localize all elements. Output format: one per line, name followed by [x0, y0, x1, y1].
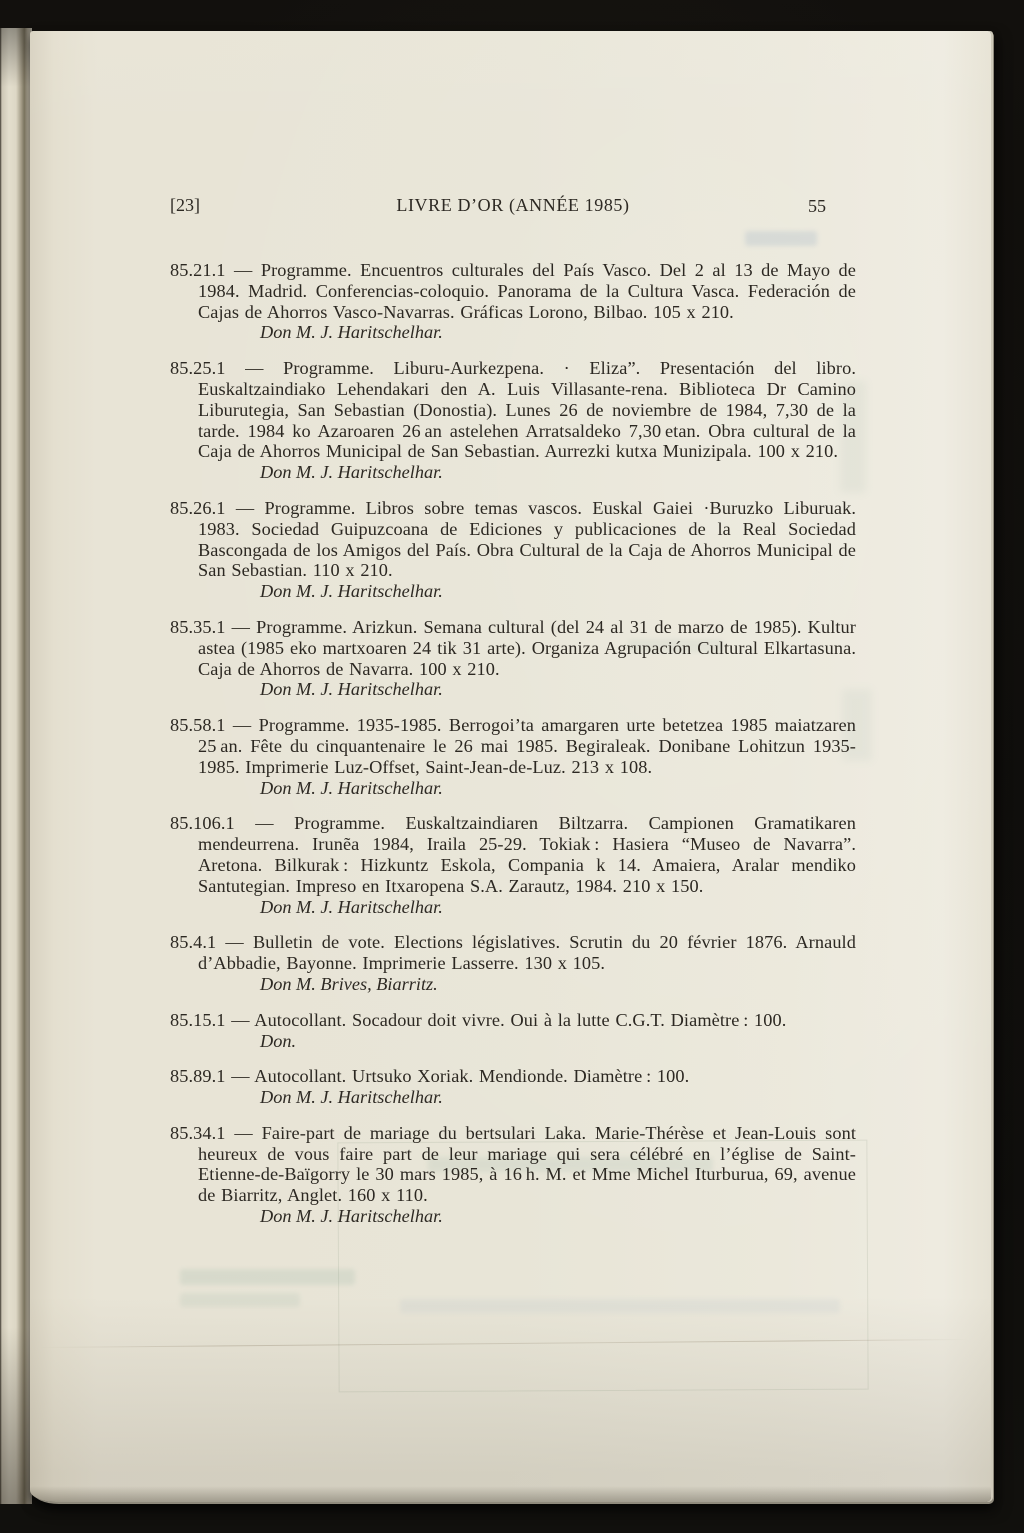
entry-text: [170, 1123, 856, 1206]
entry-number: 85.35.1: [170, 616, 226, 637]
entry-text: [170, 932, 856, 974]
entry-description: Bulletin de vote. Elections législatives. Scrutin du 20 février 1876. Arnauld d’Abbadie, Bayonne. Imprimerie Lasserre. 130 x 105.: [198, 932, 856, 974]
entry-description: Autocollant. Urtsuko Xoriak. Mendionde. Diamètre : 100.: [254, 1066, 690, 1087]
entry-dash: —: [225, 358, 284, 379]
entry-number: 85.15.1: [170, 1009, 226, 1030]
entry-dash: —: [225, 260, 261, 280]
entry-donor: Don M. J. Haritschelhar.: [260, 1087, 443, 1108]
entry-donor: Don M. J. Haritschelhar.: [260, 679, 443, 700]
entry-text: [170, 813, 856, 896]
show-through-ghost: [180, 1293, 300, 1307]
entry-donor: Don.: [260, 1030, 297, 1051]
entry-description: Programme. Encuentros culturales del País Vasco. Del 2 al 13 de Mayo de 1984. Madrid. Conferencias-coloquio. Panorama de la Cultura Vasca. Federación de Cajas de Ahorros Vasco-Navarras. Gráficas Lorono, Bilbao. 105 x 210.: [198, 260, 856, 322]
entry-number: 85.106.1: [170, 813, 235, 834]
catalog-entry: [170, 1010, 856, 1052]
entry-number: 85.34.1: [170, 1122, 226, 1143]
entry-number: 85.4.1: [170, 932, 217, 953]
entry-number: 85.58.1: [170, 715, 226, 736]
entry-dash: —: [234, 813, 295, 834]
book-page-stack-edge: [0, 28, 32, 1504]
book-page: [30, 31, 991, 1502]
entry-dash: —: [216, 932, 253, 953]
entry-dash: —: [225, 1009, 255, 1030]
entry-text: [170, 1010, 856, 1031]
show-through-ghost: [400, 1299, 840, 1313]
entry-number: 85.25.1: [170, 358, 226, 379]
entry-donor: Don M. J. Haritschelhar.: [260, 1206, 443, 1227]
header-title: LIVRE D’OR (ANNÉE 1985): [396, 195, 630, 215]
entry-description: Programme. Arizkun. Semana cultural (del 24 al 31 de marzo de 1985). Kultur astea (1985 eko martxoaren 24 tik 31 arte). Organiza Agrupación Cultural Elkartasuna. Caja de Ahorros de Navarra. 100 x 210.: [198, 616, 856, 679]
entry-description: Programme. Euskaltzaindiaren Biltzarra. Campionen Gramatikaren mendeurrena. Irunẽa 1984, Iraila 25-29. Tokiak : Hasiera “Museo de Navarra”. Aretona. Bilkurak : Hizkuntz Eskola, Compania k 14. Amaiera, Aralar mendiko Santutegian. Impreso en Itxaropena S.A. Zarautz, 1984. 210 x 150.: [198, 813, 856, 896]
entry-text: [170, 498, 856, 581]
header-bracket-number: [23]: [170, 195, 200, 215]
entry-text: [170, 358, 856, 462]
entry-dash: —: [225, 715, 259, 736]
running-header: [170, 195, 856, 217]
catalog-entry: [170, 358, 856, 483]
entry-number: 85.89.1: [170, 1066, 226, 1087]
entry-text: [170, 260, 856, 322]
entry-description: Programme. Liburu-Aurkezpena. · Eliza”. Presentación del libro. Euskaltzaindiako Lehendakari den A. Luis Villasante-rena. Biblioteca Dr Camino Liburutegia, San Sebastian (Donostia). Lunes 26 de noviembre de 1984, 7,30 de la tarde. 1984 ko Azaroaren 26 an astelehen Arratsaldeko 7,30 etan. Obra cultural de la Caja de Ahorros Municipal de San Sebastian. Aurrezki kutxa Munizipala. 100 x 210.: [198, 358, 856, 462]
catalog-entry: [170, 932, 856, 994]
entry-dash: —: [225, 497, 265, 518]
show-through-ghost: [180, 1269, 355, 1285]
page-content: [170, 195, 856, 1242]
catalog-entry: [170, 1066, 856, 1108]
entry-number: 85.26.1: [170, 497, 226, 518]
catalog-entry: [170, 715, 856, 798]
entry-dash: —: [225, 616, 257, 637]
catalog-entry: [170, 498, 856, 602]
entry-description: Programme. Libros sobre temas vascos. Euskal Gaiei ·Buruzko Liburuak. 1983. Sociedad Guipuzcoana de Ediciones y publicaciones de la Real Sociedad Bascongada de los Amigos del País. Obra Cultural de la Caja de Ahorros Municipal de San Sebastian. 110 x 210.: [198, 497, 856, 581]
entry-donor: Don M. J. Haritschelhar.: [260, 462, 443, 483]
entry-donor: Don M. J. Haritschelhar.: [260, 896, 443, 917]
entry-donor: Don M. J. Haritschelhar.: [260, 777, 443, 798]
entry-description: Autocollant. Socadour doit vivre. Oui à la lutte C.G.T. Diamètre : 100.: [254, 1009, 787, 1030]
entry-number: 85.21.1: [170, 260, 226, 280]
entry-dash: —: [225, 1066, 255, 1087]
entry-text: [170, 715, 856, 777]
entry-text: [170, 1066, 856, 1087]
entry-donor: Don M. J. Haritschelhar.: [260, 322, 443, 343]
entry-text: [170, 617, 856, 679]
catalog-entry: [170, 813, 856, 917]
entry-dash: —: [225, 1122, 262, 1143]
entry-description: Faire-part de mariage du bertsulari Laka. Marie-Thérèse et Jean-Louis sont heureux de vous faire part de leur mariage qui sera célébré en l’église de Saint-Etienne-de-Baïgorry le 30 mars 1985, à 16 h. M. et Mme Michel Iturburua, 69, avenue de Biarritz, Anglet. 160 x 110.: [198, 1122, 856, 1206]
entry-description: Programme. 1935-1985. Berrogoi’ta amargaren urte betetzea 1985 maiatzaren 25 an. Fête du cinquantenaire le 26 mai 1985. Begiraleak. Donibane Lohitzun 1935-1985. Imprimerie Luz-Offset, Saint-Jean-de-Luz. 213 x 108.: [198, 715, 856, 777]
catalog-entry: [170, 1123, 856, 1227]
page-crease-line: [38, 1339, 968, 1348]
entry-donor: Don M. J. Haritschelhar.: [260, 581, 443, 602]
entry-donor: Don M. Brives, Biarritz.: [260, 973, 438, 994]
catalog-entry: [170, 260, 856, 343]
catalog-entry: [170, 617, 856, 700]
header-page-number: 55: [808, 196, 826, 216]
